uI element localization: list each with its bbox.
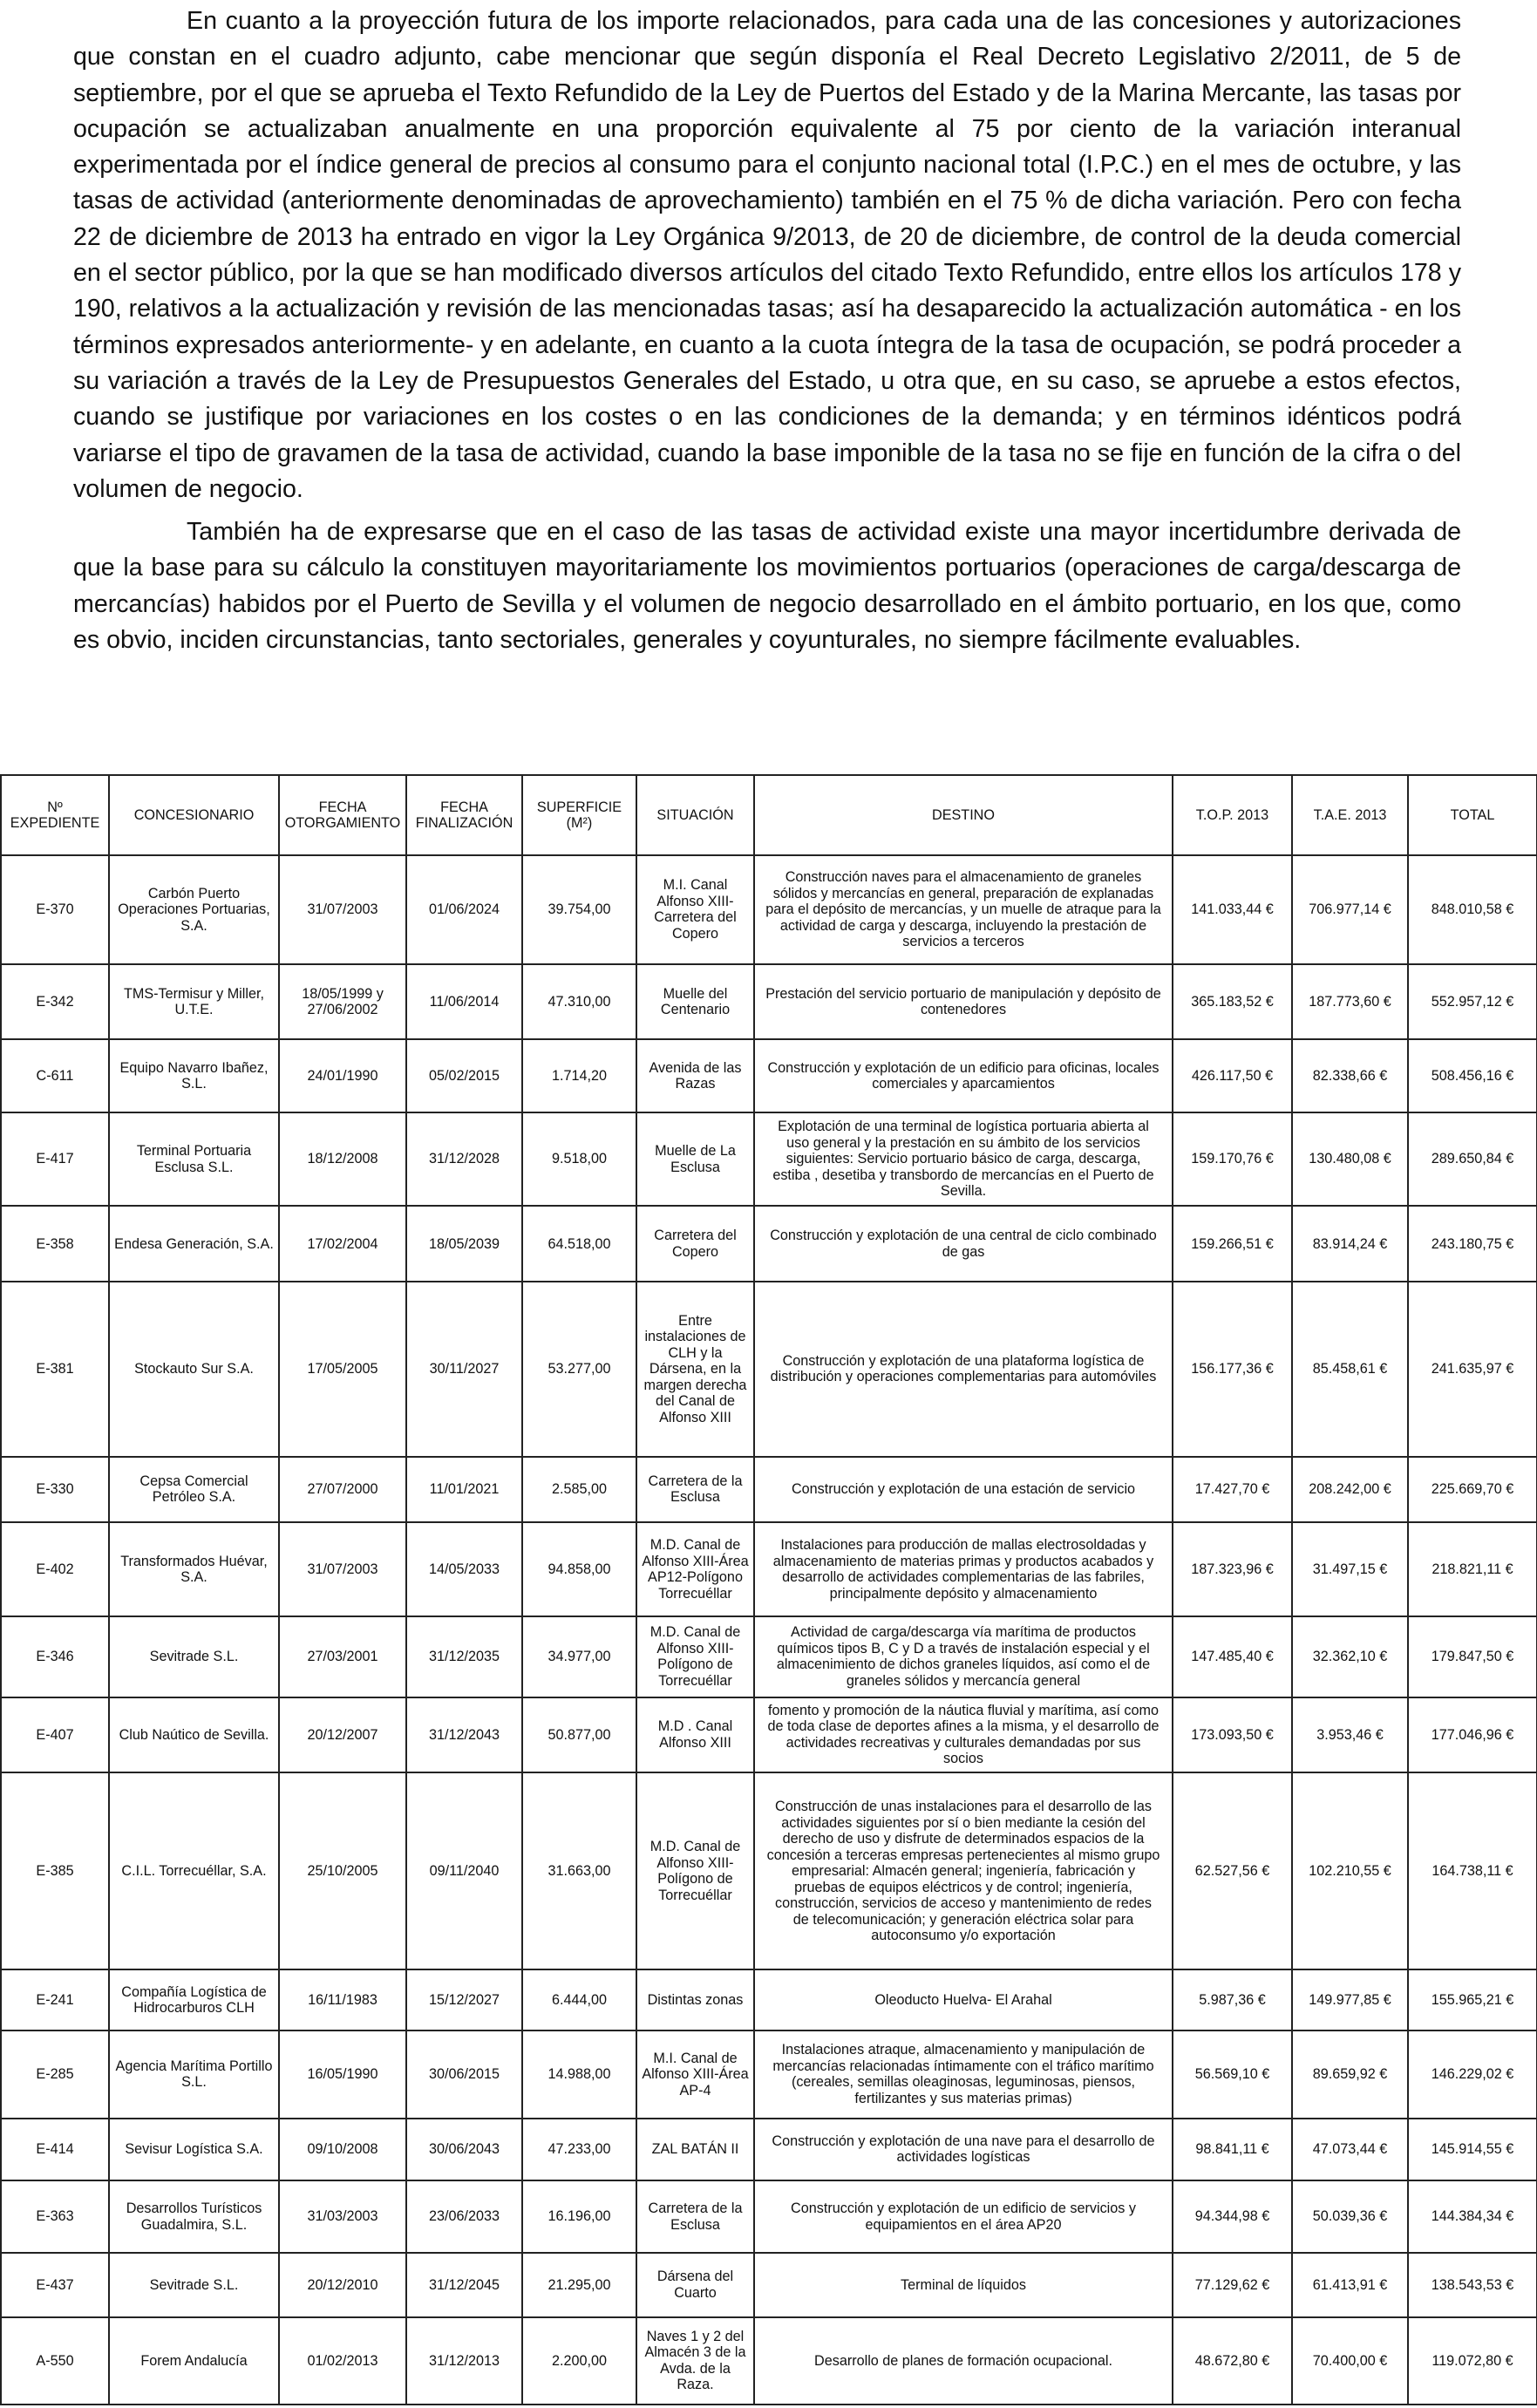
total-cell: 146.229,02 €: [1408, 2030, 1537, 2118]
destino-cell: Instalaciones para producción de mallas electrosoldadas y almacenamiento de materias primas y productos acabados y desarrollo de actividades complementarias de las fabriles, principalmente depósito y almacenamiento: [754, 1522, 1173, 1616]
fecha-finalizacion-cell: 18/05/2039: [406, 1206, 522, 1282]
fecha-otorgamiento-cell: 31/07/2003: [279, 855, 406, 964]
fecha-finalizacion-cell: 30/11/2027: [406, 1282, 522, 1456]
concesionario-cell: Sevitrade S.L.: [109, 2253, 279, 2316]
fecha-finalizacion-cell: 23/06/2033: [406, 2180, 522, 2253]
superficie-cell: 39.754,00: [522, 855, 636, 964]
superficie-cell: 94.858,00: [522, 1522, 636, 1616]
total-cell: 848.010,58 €: [1408, 855, 1537, 964]
superficie-cell: 34.977,00: [522, 1616, 636, 1697]
expediente-cell: E-330: [1, 1457, 109, 1523]
total-cell: 119.072,80 €: [1408, 2317, 1537, 2405]
header-fecha-otorgamiento: FECHA OTORGAMIENTO: [279, 775, 406, 855]
superficie-cell: 64.518,00: [522, 1206, 636, 1282]
situacion-cell: Muelle de La Esclusa: [636, 1112, 754, 1206]
concesionario-cell: C.I.L. Torrecuéllar, S.A.: [109, 1772, 279, 1969]
concesionario-cell: Desarrollos Turísticos Guadalmira, S.L.: [109, 2180, 279, 2253]
top-2013-cell: 77.129,62 €: [1173, 2253, 1292, 2316]
expediente-cell: E-241: [1, 1969, 109, 2030]
concesionario-cell: Sevisur Logística S.A.: [109, 2119, 279, 2180]
table-row: [1, 1522, 1537, 1616]
superficie-cell: 16.196,00: [522, 2180, 636, 2253]
expediente-cell: E-385: [1, 1772, 109, 1969]
destino-cell: fomento y promoción de la náutica fluvial y marítima, así como de toda clase de deportes afines a la misma, y el desarrollo de actividades recreativas y culturales demandadas por sus socios: [754, 1697, 1173, 1773]
table-body: [1, 855, 1537, 2405]
tae-2013-cell: 85.458,61 €: [1292, 1282, 1408, 1456]
superficie-cell: 47.233,00: [522, 2119, 636, 2180]
total-cell: 508.456,16 €: [1408, 1039, 1537, 1112]
fecha-otorgamiento-cell: 17/05/2005: [279, 1282, 406, 1456]
fecha-finalizacion-cell: 31/12/2013: [406, 2317, 522, 2405]
total-cell: 243.180,75 €: [1408, 1206, 1537, 1282]
fecha-finalizacion-cell: 11/01/2021: [406, 1457, 522, 1523]
superficie-cell: 14.988,00: [522, 2030, 636, 2118]
paragraph-2: También ha de expresarse que en el caso de las tasas de actividad existe una mayor incertidumbre derivada de que la base para su cálculo la constituyen mayoritariamente los movimientos portuarios (operaciones de carga/descarga de mercancías) habidos por el Puerto de Sevilla y el volumen de negocio desarrollado en el ámbito portuario, en los que, como es obvio, inciden circunstancias, tanto sectoriales, generales y coyunturales, no siempre fácilmente evaluables.: [73, 518, 1461, 655]
expediente-cell: E-402: [1, 1522, 109, 1616]
destino-cell: Construcción naves para el almacenamiento de graneles sólidos y mercancías en general, preparación de explanadas para el depósito de mercancías, y un muelle de atraque para la actividad de carga y descarga, incluyendo la prestación de servicios a terceros: [754, 855, 1173, 964]
top-2013-cell: 426.117,50 €: [1173, 1039, 1292, 1112]
destino-cell: Construcción y explotación de una nave para el desarrollo de actividades logísticas: [754, 2119, 1173, 2180]
tae-2013-cell: 149.977,85 €: [1292, 1969, 1408, 2030]
header-superficie: SUPERFICIE (M²): [522, 775, 636, 855]
expediente-cell: E-407: [1, 1697, 109, 1773]
situacion-cell: M.D. Canal de Alfonso XIII-Polígono de Torrecuéllar: [636, 1616, 754, 1697]
concessions-table: [0, 774, 1537, 2405]
concesionario-cell: Club Naútico de Sevilla.: [109, 1697, 279, 1773]
table-row: [1, 1206, 1537, 1282]
top-2013-cell: 62.527,56 €: [1173, 1772, 1292, 1969]
top-2013-cell: 56.569,10 €: [1173, 2030, 1292, 2118]
table-row: [1, 1697, 1537, 1773]
total-cell: 155.965,21 €: [1408, 1969, 1537, 2030]
concesionario-cell: Cepsa Comercial Petróleo S.A.: [109, 1457, 279, 1523]
tae-2013-cell: 61.413,91 €: [1292, 2253, 1408, 2316]
top-2013-cell: 94.344,98 €: [1173, 2180, 1292, 2253]
tae-2013-cell: 70.400,00 €: [1292, 2317, 1408, 2405]
situacion-cell: Naves 1 y 2 del Almacén 3 de la Avda. de la Raza.: [636, 2317, 754, 2405]
fecha-otorgamiento-cell: 25/10/2005: [279, 1772, 406, 1969]
tae-2013-cell: 47.073,44 €: [1292, 2119, 1408, 2180]
concesionario-cell: Agencia Marítima Portillo S.L.: [109, 2030, 279, 2118]
table-row: [1, 2119, 1537, 2180]
table-row: [1, 2253, 1537, 2316]
fecha-finalizacion-cell: 30/06/2043: [406, 2119, 522, 2180]
tae-2013-cell: 208.242,00 €: [1292, 1457, 1408, 1523]
expediente-cell: E-417: [1, 1112, 109, 1206]
concesionario-cell: Equipo Navarro Ibañez, S.L.: [109, 1039, 279, 1112]
destino-cell: Prestación del servicio portuario de manipulación y depósito de contenedores: [754, 964, 1173, 1040]
fecha-finalizacion-cell: 05/02/2015: [406, 1039, 522, 1112]
concesionario-cell: TMS-Termisur y Miller, U.T.E.: [109, 964, 279, 1040]
fecha-otorgamiento-cell: 31/07/2003: [279, 1522, 406, 1616]
situacion-cell: M.D . Canal Alfonso XIII: [636, 1697, 754, 1773]
total-cell: 177.046,96 €: [1408, 1697, 1537, 1773]
top-2013-cell: 173.093,50 €: [1173, 1697, 1292, 1773]
table-header-row: [1, 775, 1537, 855]
table-row: [1, 1039, 1537, 1112]
table-row: [1, 2030, 1537, 2118]
header-situacion: SITUACIÓN: [636, 775, 754, 855]
fecha-finalizacion-cell: 14/05/2033: [406, 1522, 522, 1616]
destino-cell: Explotación de una terminal de logística portuaria abierta al uso general y la prestación en su ámbito de los servicios siguientes: Servicio portuario básico de carga, descarga, estiba , desetiba y transbordo de mercancías en el Puerto de Sevilla.: [754, 1112, 1173, 1206]
destino-cell: Construcción y explotación de una central de ciclo combinado de gas: [754, 1206, 1173, 1282]
situacion-cell: ZAL BATÁN II: [636, 2119, 754, 2180]
superficie-cell: 2.585,00: [522, 1457, 636, 1523]
tae-2013-cell: 32.362,10 €: [1292, 1616, 1408, 1697]
total-cell: 552.957,12 €: [1408, 964, 1537, 1040]
top-2013-cell: 48.672,80 €: [1173, 2317, 1292, 2405]
situacion-cell: M.I. Canal Alfonso XIII-Carretera del Copero: [636, 855, 754, 964]
expediente-cell: E-414: [1, 2119, 109, 2180]
tae-2013-cell: 82.338,66 €: [1292, 1039, 1408, 1112]
superficie-cell: 9.518,00: [522, 1112, 636, 1206]
tae-2013-cell: 706.977,14 €: [1292, 855, 1408, 964]
expediente-cell: E-437: [1, 2253, 109, 2316]
fecha-otorgamiento-cell: 31/03/2003: [279, 2180, 406, 2253]
total-cell: 289.650,84 €: [1408, 1112, 1537, 1206]
table-row: [1, 1969, 1537, 2030]
header-fecha-finalizacion: FECHA FINALIZACIÓN: [406, 775, 522, 855]
fecha-finalizacion-cell: 31/12/2043: [406, 1697, 522, 1773]
top-2013-cell: 147.485,40 €: [1173, 1616, 1292, 1697]
fecha-otorgamiento-cell: 01/02/2013: [279, 2317, 406, 2405]
tae-2013-cell: 130.480,08 €: [1292, 1112, 1408, 1206]
concesionario-cell: Sevitrade S.L.: [109, 1616, 279, 1697]
situacion-cell: Carretera de la Esclusa: [636, 1457, 754, 1523]
superficie-cell: 1.714,20: [522, 1039, 636, 1112]
fecha-otorgamiento-cell: 16/11/1983: [279, 1969, 406, 2030]
table-row: [1, 1616, 1537, 1697]
header-destino: DESTINO: [754, 775, 1173, 855]
expediente-cell: E-285: [1, 2030, 109, 2118]
top-2013-cell: 159.170,76 €: [1173, 1112, 1292, 1206]
table-row: [1, 2180, 1537, 2253]
table-row: [1, 1282, 1537, 1456]
destino-cell: Desarrollo de planes de formación ocupacional.: [754, 2317, 1173, 2405]
destino-cell: Actividad de carga/descarga vía marítima de productos químicos tipos B, C y D a través de instalación especial y el almacenimiento de dichos graneles líquidos, así como el de graneles sólidos y mercancía general: [754, 1616, 1173, 1697]
fecha-otorgamiento-cell: 27/03/2001: [279, 1616, 406, 1697]
fecha-otorgamiento-cell: 09/10/2008: [279, 2119, 406, 2180]
situacion-cell: M.D. Canal de Alfonso XIII-Área AP12-Polígono Torrecuéllar: [636, 1522, 754, 1616]
fecha-otorgamiento-cell: 20/12/2007: [279, 1697, 406, 1773]
total-cell: 225.669,70 €: [1408, 1457, 1537, 1523]
fecha-otorgamiento-cell: 27/07/2000: [279, 1457, 406, 1523]
fecha-finalizacion-cell: 15/12/2027: [406, 1969, 522, 2030]
top-2013-cell: 187.323,96 €: [1173, 1522, 1292, 1616]
superficie-cell: 47.310,00: [522, 964, 636, 1040]
top-2013-cell: 5.987,36 €: [1173, 1969, 1292, 2030]
total-cell: 179.847,50 €: [1408, 1616, 1537, 1697]
fecha-otorgamiento-cell: 18/12/2008: [279, 1112, 406, 1206]
destino-cell: Construcción y explotación de una estación de servicio: [754, 1457, 1173, 1523]
header-total: TOTAL: [1408, 775, 1537, 855]
fecha-otorgamiento-cell: 20/12/2010: [279, 2253, 406, 2316]
fecha-otorgamiento-cell: 16/05/1990: [279, 2030, 406, 2118]
concesionario-cell: Compañía Logística de Hidrocarburos CLH: [109, 1969, 279, 2030]
table-row: [1, 1112, 1537, 1206]
top-2013-cell: 141.033,44 €: [1173, 855, 1292, 964]
situacion-cell: Carretera de la Esclusa: [636, 2180, 754, 2253]
destino-cell: Terminal de líquidos: [754, 2253, 1173, 2316]
fecha-finalizacion-cell: 09/11/2040: [406, 1772, 522, 1969]
total-cell: 164.738,11 €: [1408, 1772, 1537, 1969]
tae-2013-cell: 31.497,15 €: [1292, 1522, 1408, 1616]
destino-cell: Construcción y explotación de un edificio de servicios y equipamientos en el área AP20: [754, 2180, 1173, 2253]
fecha-finalizacion-cell: 31/12/2045: [406, 2253, 522, 2316]
situacion-cell: Dársena del Cuarto: [636, 2253, 754, 2316]
tae-2013-cell: 102.210,55 €: [1292, 1772, 1408, 1969]
tae-2013-cell: 83.914,24 €: [1292, 1206, 1408, 1282]
concesionario-cell: Forem Andalucía: [109, 2317, 279, 2405]
destino-cell: Construcción y explotación de un edificio para oficinas, locales comerciales y aparcamientos: [754, 1039, 1173, 1112]
top-2013-cell: 156.177,36 €: [1173, 1282, 1292, 1456]
fecha-finalizacion-cell: 01/06/2024: [406, 855, 522, 964]
table-row: [1, 1772, 1537, 1969]
top-2013-cell: 159.266,51 €: [1173, 1206, 1292, 1282]
header-concesionario: CONCESIONARIO: [109, 775, 279, 855]
table-row: [1, 2317, 1537, 2405]
expediente-cell: E-363: [1, 2180, 109, 2253]
header-expediente: Nº EXPEDIENTE: [1, 775, 109, 855]
tae-2013-cell: 3.953,46 €: [1292, 1697, 1408, 1773]
destino-cell: Oleoducto Huelva- El Arahal: [754, 1969, 1173, 2030]
tae-2013-cell: 50.039,36 €: [1292, 2180, 1408, 2253]
situacion-cell: Distintas zonas: [636, 1969, 754, 2030]
header-tae-2013: T.A.E. 2013: [1292, 775, 1408, 855]
fecha-otorgamiento-cell: 24/01/1990: [279, 1039, 406, 1112]
fecha-finalizacion-cell: 31/12/2035: [406, 1616, 522, 1697]
table-row: [1, 1457, 1537, 1523]
superficie-cell: 53.277,00: [522, 1282, 636, 1456]
total-cell: 144.384,34 €: [1408, 2180, 1537, 2253]
fecha-otorgamiento-cell: 18/05/1999 y 27/06/2002: [279, 964, 406, 1040]
table-row: [1, 855, 1537, 964]
expediente-cell: E-358: [1, 1206, 109, 1282]
total-cell: 241.635,97 €: [1408, 1282, 1537, 1456]
tae-2013-cell: 89.659,92 €: [1292, 2030, 1408, 2118]
situacion-cell: Muelle del Centenario: [636, 964, 754, 1040]
situacion-cell: Entre instalaciones de CLH y la Dársena, en la margen derecha del Canal de Alfonso XIII: [636, 1282, 754, 1456]
total-cell: 218.821,11 €: [1408, 1522, 1537, 1616]
concesionario-cell: Carbón Puerto Operaciones Portuarias, S.A.: [109, 855, 279, 964]
destino-cell: Instalaciones atraque, almacenamiento y manipulación de mercancías relacionadas íntimamente con el tráfico marítimo (cereales, semillas oleaginosas, leguminosas, piensos, fertilizantes y sus materias primas): [754, 2030, 1173, 2118]
situacion-cell: Avenida de las Razas: [636, 1039, 754, 1112]
fecha-finalizacion-cell: 11/06/2014: [406, 964, 522, 1040]
paragraph-1: En cuanto a la proyección futura de los importe relacionados, para cada una de las concesiones y autorizaciones que constan en el cuadro adjunto, cabe mencionar que según disponía el Real Decreto Legislativo 2/2011, de 5 de septiembre, por el que se aprueba el Texto Refundido de la Ley de Puertos del Estado y de la Marina Mercante, las tasas por ocupación se actualizaban anualmente en una proporción equivalente al 75 por ciento de la variación interanual experimentada por el índice general de precios al consumo para el conjunto nacional total (I.P.C.) en el mes de octubre, y las tasas de actividad (anteriormente denominadas de aprovechamiento) también en el 75 % de dicha variación. Pero con fecha 22 de diciembre de 2013 ha entrado en vigor la Ley Orgánica 9/2013, de 20 de diciembre, de control de la deuda comercial en el sector público, por la que se han modificado diversos artículos del citado Texto Refundido, entre ellos los artículos 178 y 190, relativos a la actualización y revisión de las mencionadas tasas; así ha desaparecido la actualización automática - en los términos expresados anteriormente- y en adelante, en cuanto a la cuota íntegra de la tasa de ocupación, se podrá proceder a su variación a través de la Ley de Presupuestos Generales del Estado, u otra que, en su caso, se apruebe a estos efectos, cuando se justifique por variaciones en los costes o en las condiciones de la demanda; y en términos idénticos podrá variarse el tipo de gravamen de la tasa de actividad, cuando la base imponible de la tasa no se fije en función de la cifra o del volumen de negocio.: [73, 7, 1461, 503]
expediente-cell: E-342: [1, 964, 109, 1040]
expediente-cell: C-611: [1, 1039, 109, 1112]
fecha-finalizacion-cell: 31/12/2028: [406, 1112, 522, 1206]
tae-2013-cell: 187.773,60 €: [1292, 964, 1408, 1040]
concesionario-cell: Transformados Huévar, S.A.: [109, 1522, 279, 1616]
situacion-cell: M.D. Canal de Alfonso XIII-Polígono de Torrecuéllar: [636, 1772, 754, 1969]
superficie-cell: 31.663,00: [522, 1772, 636, 1969]
expediente-cell: E-381: [1, 1282, 109, 1456]
top-2013-cell: 365.183,52 €: [1173, 964, 1292, 1040]
situacion-cell: M.I. Canal de Alfonso XIII-Área AP-4: [636, 2030, 754, 2118]
concesionario-cell: Terminal Portuaria Esclusa S.L.: [109, 1112, 279, 1206]
superficie-cell: 2.200,00: [522, 2317, 636, 2405]
concesionario-cell: Endesa Generación, S.A.: [109, 1206, 279, 1282]
expediente-cell: A-550: [1, 2317, 109, 2405]
destino-cell: Construcción y explotación de una plataforma logística de distribución y operaciones complementarias para automóviles: [754, 1282, 1173, 1456]
expediente-cell: E-370: [1, 855, 109, 964]
total-cell: 145.914,55 €: [1408, 2119, 1537, 2180]
table-row: [1, 964, 1537, 1040]
situacion-cell: Carretera del Copero: [636, 1206, 754, 1282]
superficie-cell: 21.295,00: [522, 2253, 636, 2316]
superficie-cell: 50.877,00: [522, 1697, 636, 1773]
total-cell: 138.543,53 €: [1408, 2253, 1537, 2316]
body-text: [73, 3, 1461, 658]
header-top-2013: T.O.P. 2013: [1173, 775, 1292, 855]
top-2013-cell: 17.427,70 €: [1173, 1457, 1292, 1523]
top-2013-cell: 98.841,11 €: [1173, 2119, 1292, 2180]
fecha-finalizacion-cell: 30/06/2015: [406, 2030, 522, 2118]
superficie-cell: 6.444,00: [522, 1969, 636, 2030]
expediente-cell: E-346: [1, 1616, 109, 1697]
destino-cell: Construcción de unas instalaciones para el desarrollo de las actividades siguientes por sí o bien mediante la cesión del derecho de uso y disfrute de determinados espacios de la concesión a terceras empresas pertenecientes al mismo grupo empresarial: Almacén general; ingeniería, fabricación y pruebas de equipos eléctricos y de control; ingeniería, construcción, servicios de acceso y mantenimiento de redes de telecomunicación; y generación eléctrica solar para autoconsumo y/o exportación: [754, 1772, 1173, 1969]
concesionario-cell: Stockauto Sur S.A.: [109, 1282, 279, 1456]
fecha-otorgamiento-cell: 17/02/2004: [279, 1206, 406, 1282]
